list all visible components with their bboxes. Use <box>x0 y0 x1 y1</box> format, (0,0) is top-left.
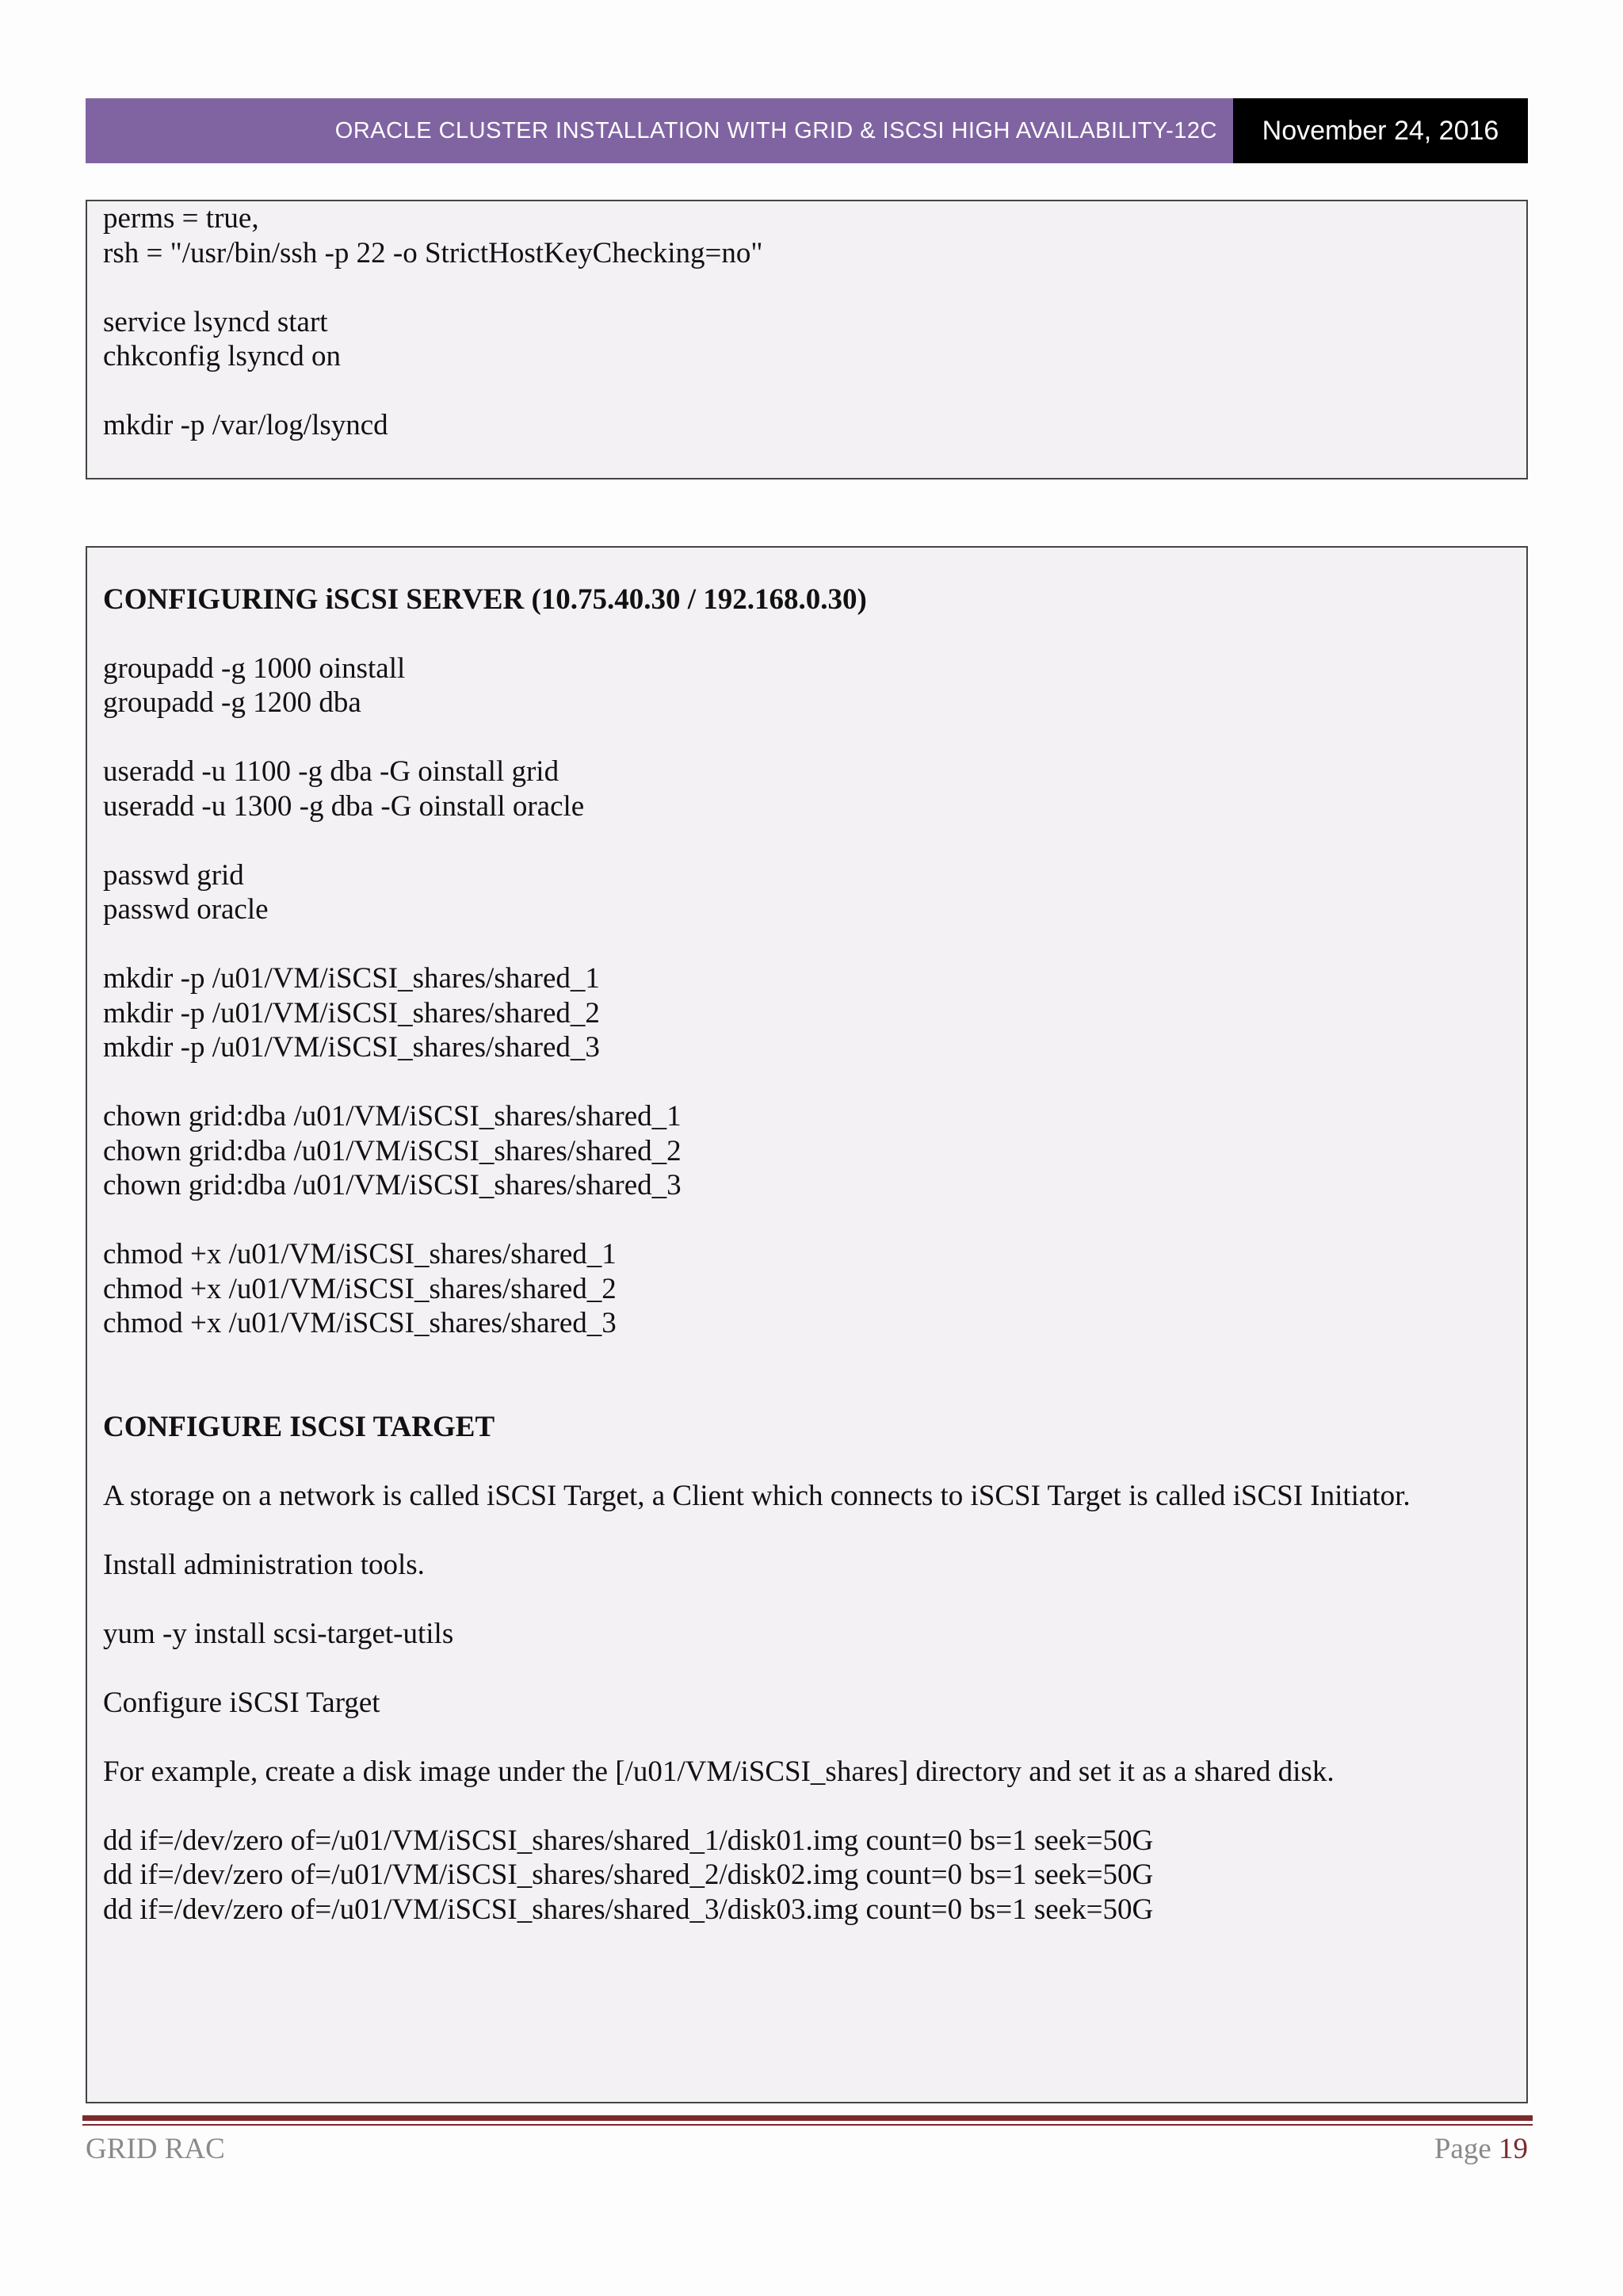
code-box-iscsi <box>86 546 1528 2103</box>
footer-document-name: GRID RAC <box>86 2133 225 2165</box>
code-line: mkdir -p /u01/VM/iSCSI_shares/shared_2 <box>103 996 600 1030</box>
header-date: November 24, 2016 <box>1233 98 1528 163</box>
code-line: mkdir -p /u01/VM/iSCSI_shares/shared_1 <box>103 962 600 995</box>
code-line: dd if=/dev/zero of=/u01/VM/iSCSI_shares/shared_1/disk01.img count=0 bs=1 seek=50G <box>103 1824 1154 1857</box>
code-line: chmod +x /u01/VM/iSCSI_shares/shared_3 <box>103 1307 617 1339</box>
code-line: chown grid:dba /u01/VM/iSCSI_shares/shared_2 <box>103 1134 682 1167</box>
code-line: chown grid:dba /u01/VM/iSCSI_shares/shared_1 <box>103 1100 682 1133</box>
footer-divider-thin <box>82 2124 1533 2126</box>
page-number-value: 19 <box>1499 2133 1528 2165</box>
code-line: perms = true, <box>103 202 259 235</box>
code-line: rsh = "/usr/bin/ssh -p 22 -o StrictHostKeyChecking=no" <box>103 236 763 269</box>
code-line: useradd -u 1100 -g dba -G oinstall grid <box>103 755 559 788</box>
code-line: chmod +x /u01/VM/iSCSI_shares/shared_1 <box>103 1238 617 1270</box>
page-label: Page <box>1434 2133 1491 2165</box>
code-line: useradd -u 1300 -g dba -G oinstall oracle <box>103 789 585 823</box>
code-line: mkdir -p /u01/VM/iSCSI_shares/shared_3 <box>103 1031 600 1064</box>
page-header <box>86 98 1528 163</box>
code-line: chmod +x /u01/VM/iSCSI_shares/shared_2 <box>103 1272 617 1305</box>
paragraph: For example, create a disk image under the [/u01/VM/iSCSI_shares] directory and set it as a shared disk. <box>103 1755 1335 1788</box>
code-line: yum -y install scsi-target-utils <box>103 1617 454 1650</box>
section-heading: CONFIGURE ISCSI TARGET <box>103 1410 495 1443</box>
code-line: dd if=/dev/zero of=/u01/VM/iSCSI_shares/shared_3/disk03.img count=0 bs=1 seek=50G <box>103 1893 1154 1926</box>
code-line: mkdir -p /var/log/lsyncd <box>103 409 388 441</box>
section-heading: CONFIGURING iSCSI SERVER (10.75.40.30 / 192.168.0.30) <box>103 583 867 616</box>
paragraph: Install administration tools. <box>103 1548 425 1581</box>
code-line: dd if=/dev/zero of=/u01/VM/iSCSI_shares/shared_2/disk02.img count=0 bs=1 seek=50G <box>103 1859 1154 1891</box>
header-title: ORACLE CLUSTER INSTALLATION WITH GRID & ISCSI HIGH AVAILABILITY-12C <box>86 98 1233 163</box>
footer-divider <box>82 2115 1533 2121</box>
code-line: passwd oracle <box>103 893 269 926</box>
code-line: groupadd -g 1000 oinstall <box>103 651 406 685</box>
code-line: passwd grid <box>103 858 244 892</box>
code-box-lsyncd <box>86 200 1528 479</box>
code-line: service lsyncd start <box>103 305 328 338</box>
paragraph: Configure iSCSI Target <box>103 1686 380 1719</box>
code-line: chkconfig lsyncd on <box>103 340 342 372</box>
page-number <box>1434 2132 1528 2166</box>
paragraph: A storage on a network is called iSCSI Target, a Client which connects to iSCSI Target is called iSCSI Initiator. <box>103 1479 1411 1512</box>
code-line: chown grid:dba /u01/VM/iSCSI_shares/shared_3 <box>103 1169 682 1201</box>
code-line: groupadd -g 1200 dba <box>103 686 361 719</box>
